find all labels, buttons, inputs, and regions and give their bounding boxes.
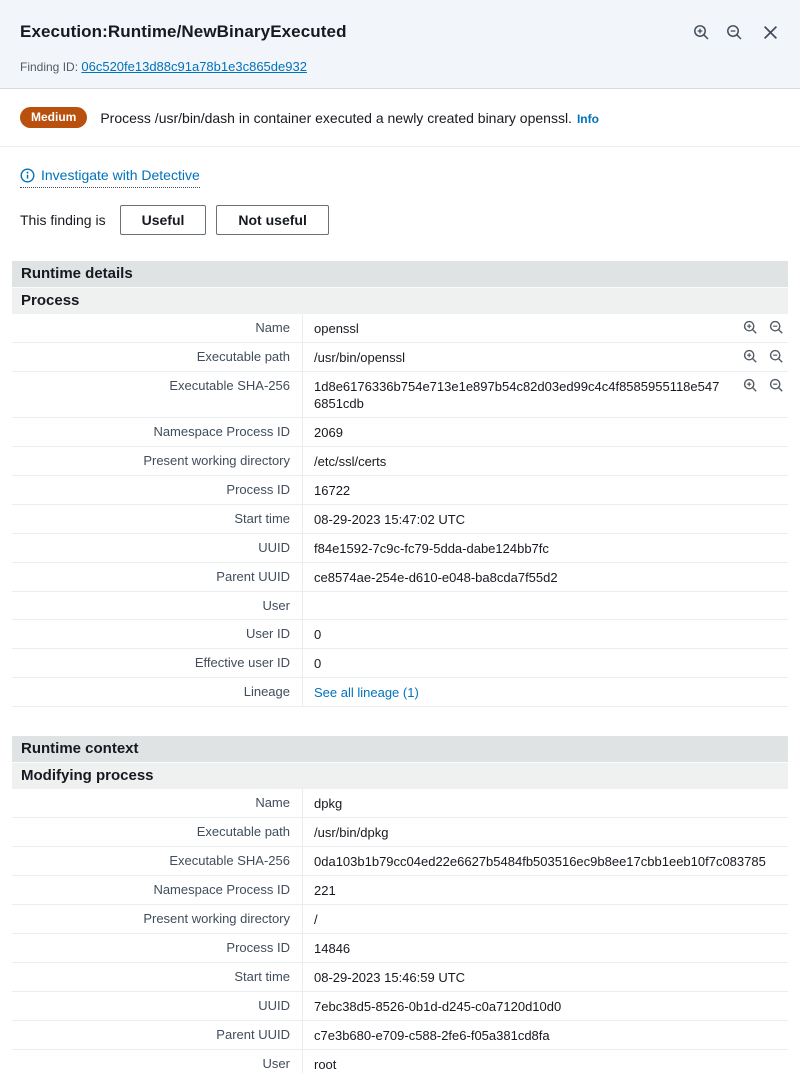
detail-section bbox=[12, 736, 788, 1073]
zoom-in-icon[interactable] bbox=[743, 349, 758, 364]
row-value: 2069 bbox=[314, 425, 343, 440]
row-label: Start time bbox=[12, 963, 303, 991]
row-value bbox=[303, 592, 788, 619]
finding-panel-header bbox=[0, 0, 800, 89]
info-circle-icon bbox=[20, 168, 35, 183]
close-icon[interactable] bbox=[763, 25, 778, 40]
row-value: 16722 bbox=[314, 483, 351, 498]
zoom-out-icon[interactable] bbox=[769, 349, 784, 364]
section-subtitle: Process bbox=[12, 288, 788, 314]
row-label: Executable path bbox=[12, 343, 303, 371]
row-label: Process ID bbox=[12, 476, 303, 504]
row-label: UUID bbox=[12, 992, 303, 1020]
row-zoom-icons bbox=[730, 314, 788, 342]
table-row bbox=[12, 505, 788, 534]
row-value: dpkg bbox=[314, 796, 343, 811]
row-label: Present working directory bbox=[12, 447, 303, 475]
row-value: 14846 bbox=[314, 941, 351, 956]
row-zoom-icons bbox=[730, 372, 788, 417]
table-row bbox=[12, 563, 788, 592]
row-label: User ID bbox=[12, 620, 303, 648]
row-label: Name bbox=[12, 314, 303, 342]
row-value: 08-29-2023 15:46:59 UTC bbox=[314, 970, 466, 985]
row-value: /etc/ssl/certs bbox=[314, 454, 387, 469]
info-link[interactable]: Info bbox=[576, 111, 599, 126]
row-label: Namespace Process ID bbox=[12, 876, 303, 904]
table-row bbox=[12, 818, 788, 847]
investigate-link-label: Investigate with Detective bbox=[41, 167, 200, 183]
row-label: Parent UUID bbox=[12, 1021, 303, 1049]
table-row bbox=[12, 847, 788, 876]
table-row bbox=[12, 934, 788, 963]
row-label: Namespace Process ID bbox=[12, 418, 303, 446]
row-label: User bbox=[12, 592, 303, 619]
detail-section bbox=[12, 261, 788, 707]
table-row bbox=[12, 343, 788, 372]
table-row bbox=[12, 620, 788, 649]
row-value: ce8574ae-254e-d610-e048-ba8cda7f55d2 bbox=[314, 570, 558, 585]
severity-badge: Medium bbox=[20, 107, 87, 128]
zoom-in-icon[interactable] bbox=[743, 378, 758, 393]
section-rows bbox=[12, 789, 788, 1073]
useful-button[interactable]: Useful bbox=[120, 205, 207, 235]
row-label: Parent UUID bbox=[12, 563, 303, 591]
row-value: root bbox=[314, 1057, 337, 1072]
table-row bbox=[12, 476, 788, 505]
table-row bbox=[12, 1050, 788, 1073]
table-row bbox=[12, 314, 788, 343]
table-row bbox=[12, 876, 788, 905]
row-value: /usr/bin/dpkg bbox=[314, 825, 389, 840]
table-row bbox=[12, 992, 788, 1021]
table-row bbox=[12, 963, 788, 992]
finding-id-label: Finding ID: bbox=[20, 60, 79, 74]
row-label: UUID bbox=[12, 534, 303, 562]
zoom-out-icon[interactable] bbox=[726, 24, 743, 41]
row-label: Executable path bbox=[12, 818, 303, 846]
row-value: 1d8e6176336b754e713e1e897b54c82d03ed99c4c4f8585955118e5476851cdb bbox=[314, 379, 720, 411]
row-zoom-icons bbox=[730, 343, 788, 371]
feedback-label: This finding is bbox=[20, 212, 106, 228]
row-label: User bbox=[12, 1050, 303, 1073]
row-value: f84e1592-7c9c-fc79-5dda-dabe124bb7fc bbox=[314, 541, 549, 556]
finding-description bbox=[100, 110, 599, 126]
section-rows bbox=[12, 314, 788, 707]
finding-id-link[interactable]: 06c520fe13d88c91a78b1e3c865de932 bbox=[81, 59, 307, 74]
row-value: 7ebc38d5-8526-0b1d-d245-c0a7120d10d0 bbox=[314, 999, 562, 1014]
row-label: Process ID bbox=[12, 934, 303, 962]
table-row bbox=[12, 1021, 788, 1050]
table-row bbox=[12, 534, 788, 563]
finding-sections bbox=[0, 261, 800, 1073]
row-value: openssl bbox=[314, 321, 359, 336]
severity-row bbox=[0, 89, 800, 147]
row-label: Start time bbox=[12, 505, 303, 533]
row-value: 0da103b1b79cc04ed22e6627b5484fb503516ec9b8ee17cbb1eeb10f7c083785 bbox=[314, 854, 766, 869]
table-row bbox=[12, 789, 788, 818]
table-row bbox=[12, 592, 788, 620]
investigate-with-detective-link[interactable] bbox=[20, 167, 200, 188]
table-row bbox=[12, 678, 788, 707]
page-title: Execution:Runtime/NewBinaryExecuted bbox=[20, 22, 347, 41]
row-label: Lineage bbox=[12, 678, 303, 706]
zoom-in-icon[interactable] bbox=[693, 24, 710, 41]
row-value: 0 bbox=[314, 656, 322, 671]
row-value: c7e3b680-e709-c588-2fe6-f05a381cd8fa bbox=[314, 1028, 550, 1043]
section-title: Runtime context bbox=[12, 736, 788, 763]
not-useful-button[interactable]: Not useful bbox=[216, 205, 328, 235]
row-label: Executable SHA-256 bbox=[12, 847, 303, 875]
finding-description-text: Process /usr/bin/dash in container executed a newly created binary openssl. bbox=[100, 109, 572, 126]
section-title: Runtime details bbox=[12, 261, 788, 288]
row-label: Name bbox=[12, 789, 303, 817]
zoom-out-icon[interactable] bbox=[769, 378, 784, 393]
table-row bbox=[12, 447, 788, 476]
row-value: 08-29-2023 15:47:02 UTC bbox=[314, 512, 466, 527]
row-label: Executable SHA-256 bbox=[12, 372, 303, 417]
row-value: / bbox=[314, 912, 318, 927]
table-row bbox=[12, 418, 788, 447]
zoom-out-icon[interactable] bbox=[769, 320, 784, 335]
finding-id-row bbox=[20, 59, 778, 74]
row-value: /usr/bin/openssl bbox=[314, 350, 406, 365]
table-row bbox=[12, 905, 788, 934]
zoom-in-icon[interactable] bbox=[743, 320, 758, 335]
row-label: Effective user ID bbox=[12, 649, 303, 677]
section-subtitle: Modifying process bbox=[12, 763, 788, 789]
table-row bbox=[12, 649, 788, 678]
row-value: 221 bbox=[314, 883, 336, 898]
row-value: 0 bbox=[314, 627, 322, 642]
row-value-link[interactable]: See all lineage (1) bbox=[314, 685, 419, 700]
table-row bbox=[12, 372, 788, 418]
row-label: Present working directory bbox=[12, 905, 303, 933]
